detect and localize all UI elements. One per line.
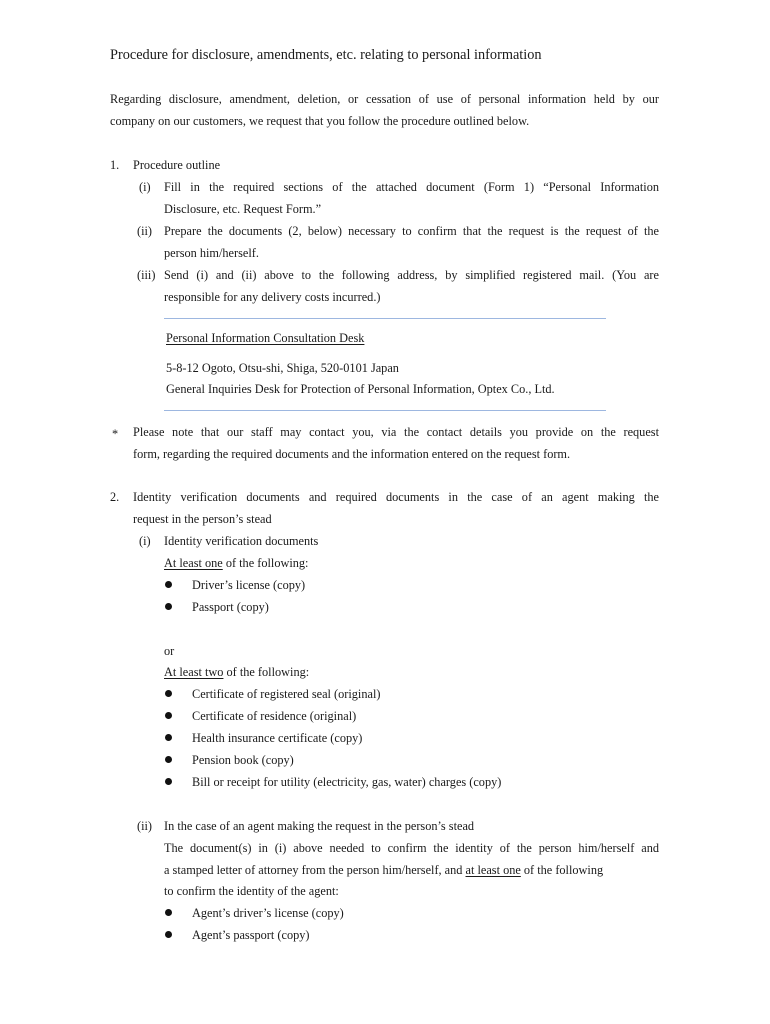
step-ii-line-1: Prepare the documents (2, below) necessary to confirm that the request is the request of the — [164, 224, 659, 238]
step-i-line-1: Fill in the required sections of the attached document (Form 1) “Personal Information — [164, 180, 659, 194]
or-separator: or — [164, 644, 175, 658]
note-marker: * — [112, 427, 119, 441]
section-2-number: 2. — [110, 490, 120, 504]
sub-ii-heading: In the case of an agent making the request in the person’s stead — [164, 819, 475, 833]
step-ii-line-2: person him/herself. — [164, 246, 259, 260]
section-1-heading: Procedure outline — [133, 158, 221, 172]
bullet-dot — [165, 690, 172, 697]
bullet-dot — [165, 909, 172, 916]
bullet-dot — [165, 778, 172, 785]
address-street: 5-8-12 Ogoto, Otsu-shi, Shiga, 520-0101 Japan — [166, 361, 399, 375]
at-least-one-lead — [164, 555, 308, 571]
doc-drivers-license: Driver’s license (copy) — [192, 578, 306, 592]
step-i-marker: (i) — [139, 180, 151, 194]
step-iii-marker: (iii) — [137, 268, 156, 282]
bullet-dot — [165, 581, 172, 588]
section-2-heading-line-2: request in the person’s stead — [133, 512, 272, 526]
at-least-two-lead — [164, 664, 309, 680]
doc-health-insurance: Health insurance certificate (copy) — [192, 731, 363, 745]
sub-i-heading: Identity verification documents — [164, 534, 319, 548]
agent-para-line-2 — [164, 862, 603, 878]
step-iii-line-2: responsible for any delivery costs incurred.) — [164, 290, 381, 304]
intro-line-2: company on our customers, we request that you follow the procedure outlined below. — [110, 114, 530, 128]
address-bottom-rule — [164, 410, 606, 411]
doc-passport: Passport (copy) — [192, 600, 269, 614]
doc-pension-book: Pension book (copy) — [192, 753, 294, 767]
at-least-two-emphasis: At least two — [164, 665, 224, 679]
page-title: Procedure for disclosure, amendments, etc. relating to personal information — [110, 47, 542, 63]
section-2-heading-line-1: Identity verification documents and required documents in the case of an agent making the — [133, 490, 659, 504]
sub-i-marker: (i) — [139, 534, 151, 548]
intro-line-1: Regarding disclosure, amendment, deletion, or cessation of use of personal information held by our — [110, 92, 659, 106]
address-top-rule — [164, 318, 606, 319]
doc-utility-bill: Bill or receipt for utility (electricity, gas, water) charges (copy) — [192, 775, 502, 789]
agent-para-text-b: of the following — [520, 863, 604, 877]
agent-para-line-1: The document(s) in (i) above needed to confirm the identity of the person him/herself and — [164, 841, 659, 855]
consultation-desk-name: Personal Information Consultation Desk — [166, 331, 365, 345]
at-least-one-emphasis: At least one — [164, 556, 223, 570]
note-line-2: form, regarding the required documents and the information entered on the request form. — [133, 447, 571, 461]
bullet-dot — [165, 756, 172, 763]
agent-para-line-3: to confirm the identity of the agent: — [164, 884, 339, 898]
doc-agent-passport: Agent’s passport (copy) — [192, 928, 310, 942]
doc-registered-seal: Certificate of registered seal (original) — [192, 687, 381, 701]
step-iii-line-1: Send (i) and (ii) above to the following address, by simplified registered mail. (You are — [164, 268, 659, 282]
bullet-dot — [165, 931, 172, 938]
at-least-two-rest: of the following: — [223, 665, 310, 679]
at-least-one-rest: of the following: — [222, 556, 309, 570]
agent-at-least-one-emphasis: at least one — [465, 863, 521, 877]
address-company: General Inquiries Desk for Protection of Personal Information, Optex Co., Ltd. — [166, 382, 555, 396]
agent-para-text-a: a stamped letter of attorney from the person him/herself, and — [164, 863, 466, 877]
bullet-dot — [165, 712, 172, 719]
bullet-dot — [165, 734, 172, 741]
doc-residence-certificate: Certificate of residence (original) — [192, 709, 357, 723]
sub-ii-marker: (ii) — [137, 819, 153, 833]
step-i-line-2: Disclosure, etc. Request Form.” — [164, 202, 322, 216]
note-line-1: Please note that our staff may contact you, via the contact details you provide on the request — [133, 425, 659, 439]
step-ii-marker: (ii) — [137, 224, 153, 238]
doc-agent-drivers-license: Agent’s driver’s license (copy) — [192, 906, 344, 920]
bullet-dot — [165, 603, 172, 610]
section-1-number: 1. — [110, 158, 120, 172]
